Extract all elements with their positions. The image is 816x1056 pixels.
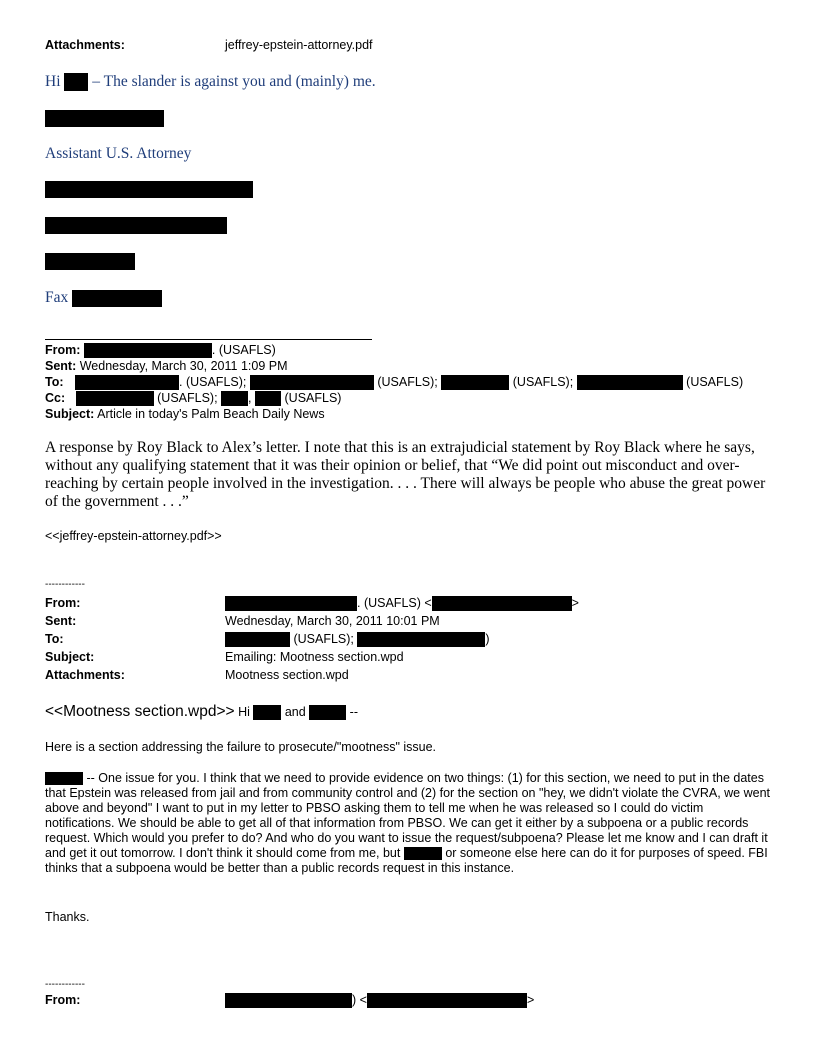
email1-to-part4: (USAFLS)	[686, 375, 744, 389]
redaction	[84, 343, 212, 358]
email1-cc-part1: (USAFLS);	[157, 391, 218, 405]
redaction	[357, 632, 485, 647]
greeting-text: – The slander is against you and (mainly) me.	[92, 73, 376, 90]
email2-paragraph	[45, 771, 773, 876]
email1-from-label: From:	[45, 343, 81, 357]
email1-attachment-ref[interactable]: <<jeffrey-epstein-attorney.pdf>>	[45, 529, 222, 543]
email2-sent-label: Sent:	[45, 614, 77, 628]
email1-subject-label: Subject:	[45, 407, 95, 421]
email2-thanks: Thanks.	[45, 910, 90, 924]
email2-mootness-ref[interactable]: <<Mootness section.wpd>>	[45, 703, 235, 720]
email2-intro: Here is a section addressing the failure to prosecute/"mootness" issue.	[45, 740, 437, 754]
email1-from-row	[45, 342, 276, 358]
email2-attachments-value[interactable]: Mootness section.wpd	[225, 668, 349, 682]
email1-sent-label: Sent:	[45, 359, 77, 373]
fax-line	[45, 288, 162, 308]
email3-from-label: From:	[45, 993, 81, 1007]
redaction	[255, 391, 281, 406]
redaction	[441, 375, 509, 390]
redaction	[577, 375, 683, 390]
email1-cc-part3: (USAFLS)	[284, 391, 342, 405]
email1-sent-row	[45, 358, 288, 374]
redaction	[250, 375, 374, 390]
redaction	[45, 110, 164, 127]
email2-subject-value: Emailing: Mootness section.wpd	[225, 650, 404, 664]
email2-from-end: >	[571, 596, 579, 610]
email1-from-suffix: . (USAFLS)	[211, 343, 276, 357]
email2-mootness-line	[45, 704, 358, 720]
redaction	[253, 705, 281, 720]
email1-cc-label: Cc:	[45, 391, 66, 405]
redaction	[76, 391, 154, 406]
email1-to-part3: (USAFLS);	[512, 375, 574, 389]
redaction	[225, 596, 357, 611]
email1-to-part1: . (USAFLS);	[179, 375, 247, 389]
email2-sent-value: Wednesday, March 30, 2011 10:01 PM	[225, 614, 440, 628]
redaction	[64, 73, 88, 91]
redaction	[72, 290, 162, 307]
greeting-hi: Hi	[45, 73, 61, 90]
separator-rule	[45, 339, 372, 340]
email3-separator: ------------	[45, 979, 85, 990]
signature-title: Assistant U.S. Attorney	[45, 145, 192, 162]
email1-subject-row	[45, 406, 325, 422]
email1-sent-value: Wednesday, March 30, 2011 1:09 PM	[79, 359, 288, 373]
email2-attachments-label: Attachments:	[45, 668, 125, 682]
email1-body: A response by Roy Black to Alex’s letter. I note that this is an extrajudicial statement by Roy Black where he says, without any qualifying statement that it was their opinion or belief, that “We did point out misconduct and over-reaching by certain people involved in the investigation. . . . There will always be people who abuse the great power of the government . . .”	[45, 439, 766, 510]
email2-to-end: )	[485, 632, 490, 646]
redaction	[221, 391, 248, 406]
email2-to-value	[225, 631, 490, 647]
email2-from-value	[225, 595, 579, 611]
redaction	[309, 705, 346, 720]
email1-to-part2: (USAFLS);	[377, 375, 438, 389]
email3-from-mid: ) <	[352, 993, 367, 1007]
email2-para2: or someone else here can do it for purposes of speed. FBI thinks that a subpoena would be better than a public records request in this instance.	[45, 846, 768, 875]
greeting-line	[45, 72, 376, 92]
email1-subject-value: Article in today's Palm Beach Daily News	[97, 407, 325, 421]
email1-cc-row	[45, 390, 341, 406]
redaction	[367, 993, 527, 1008]
email3-from-end: >	[526, 993, 535, 1007]
email1-to-row	[45, 374, 743, 390]
email2-to-label: To:	[45, 632, 64, 646]
attachments-value[interactable]: jeffrey-epstein-attorney.pdf	[225, 38, 373, 52]
email2-subject-label: Subject:	[45, 650, 95, 664]
email2-to-part1: (USAFLS);	[293, 632, 354, 646]
redaction	[75, 375, 179, 390]
fax-label: Fax	[45, 289, 69, 306]
redaction	[432, 596, 572, 611]
email2-and: and	[284, 705, 306, 719]
email1-cc-part2: ,	[248, 391, 252, 405]
email2-separator: ------------	[45, 579, 85, 590]
attachments-label: Attachments:	[45, 38, 125, 52]
email2-from-label: From:	[45, 596, 81, 610]
redaction	[225, 993, 352, 1008]
email2-dashes: --	[349, 705, 358, 719]
email2-from-suffix: . (USAFLS) <	[357, 596, 432, 610]
email2-hi: Hi	[238, 705, 250, 719]
redaction	[45, 217, 227, 234]
email1-to-label: To:	[45, 375, 64, 389]
email2-para1: -- One issue for you. I think that we need to provide evidence on two things: (1) for this section, we need to put in the dates that Epstein was released from jail and from community control and (2) for the section on "hey, we didn't violate the CVRA, we went above and beyond" I want to put in my letter to PBSO asking them to tell me when he was released so I could do victim notifications. We should be able to get all of that information from PBSO. We can get it either by a subpoena or a public records request. Which would you prefer to do? And who do you want to issue the request/subpoena? Please let me know and I can draft it and get it out tomorrow. I don't think it should come from me, but	[45, 771, 770, 860]
email3-from-value	[225, 992, 534, 1008]
redaction	[45, 253, 135, 270]
redaction	[45, 772, 83, 785]
redaction	[225, 632, 290, 647]
redaction	[45, 181, 253, 198]
redaction	[404, 847, 442, 860]
